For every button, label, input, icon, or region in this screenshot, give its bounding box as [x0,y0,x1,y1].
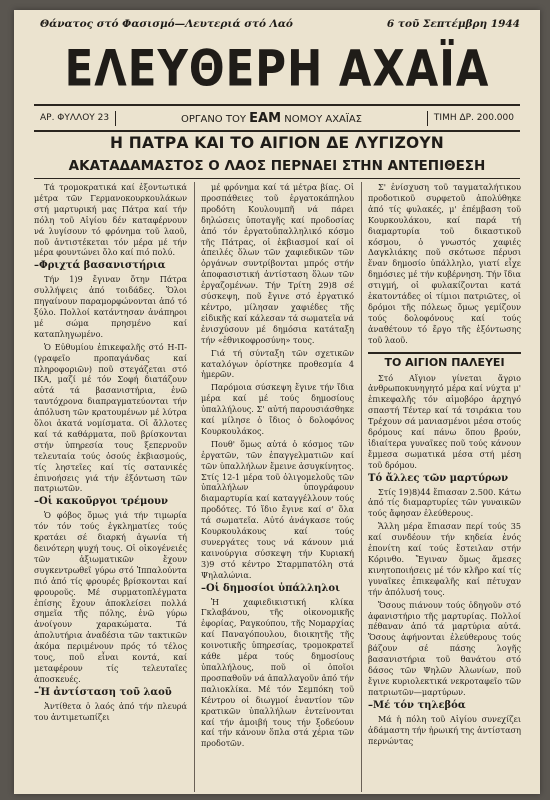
issue-date: 6 τοῦ Σεπτέμβρη 1944 [386,18,520,30]
paragraph: Γιά τή σύνταξη τῶν σχετικῶν καταλόγων ὁρίστηκε προθεσμία 4 ἡμερῶν. [201,347,354,380]
sub-headline: ΑΚΑΤΑΔΑΜΑΣΤΟΣ Ο ΛΑΟΣ ΠΕΡΝΑΕΙ ΣΤΗΝ ΑΝΤΕΠΙΘΕΣΗ [34,158,520,179]
paragraph: Ἀντίθετα ὁ λαός ἀπό τήν πλευρά του ἀντιμετωπίζει [34,700,187,722]
organ-prefix: ΟΡΓΑΝΟ ΤΟΥ [181,113,246,125]
paragraph: μέ φρόνημα καί τά μέτρα βίας. Οἱ προσπάθειες τοῦ ἐργατοκάπηλου προδότη Κουλουμπῆ νά πάρει δηλώσεις ὑποταγῆς καί προδοσίας ἀπό τόν ἐργατοϋπαλληλικό κόσμο τῆς Πάτρας, οἱ ἐκβιασμοί καί οἱ ἀπειλές ὅλων τῶν χαφιεδικῶν τῶν ὀργάνων συντρίβονται μπρός στήν ἀποφασιστική ἀντίσταση ὅλων τῶν ἐργαζομένων. Τήν Τρίτη 29)8 σέ σύσκεψη, ποῦ ἔγινε στό ἐργατικό κέντρο, μίλησαν χαφιέδες τῆς εἰδικῆς καί κάλεσαν τά σωματεῖα νά ἐνισχύσουν μέ δημόσια κατάταξη τήν «ἐθνικοφροσύνη» τους. [201,182,354,345]
newspaper-title: ΕΛΕΥΘΕΡΗ ΑΧΑΪΑ [64,39,490,97]
paragraph: Πουθ' ὅμως αὐτά ὁ κόσμος τῶν ἐργατῶν, τῶν ἐπαγγελματιῶν καί τῶν ὑπαλλήλων ἔμεινε ἀσυγκίνητος. Στίς 12-1 μέρα τοῦ ὀλιγομελοῦς τῶν ὑπαλλήλων ὑπογράφουν διαμαρτυρία καί καταγγέλλουν τούς προδότες. Τό ἴδιο ἔγινε καί σ' ὅλα τά σωματεῖα. Αὐτό ἀνάγκασε τούς Κουρκουλάκους καί τούς συνεργάτες τους νά κάνουν μιά καινούργια σύσκεψη τήν Κυριακή 3)9 στό κέντρο Σταρμπατόλη στά Ψηλαλώνια. [201,438,354,580]
paragraph: Ἄλλη μέρα ἔπιασαν περί τούς 35 καί συνδέουν τήν κηδεία ἑνός ἐπονίτη καί τούς ἔστειλαν στήν Κόρινθο. Ἔγιναν ὅμως ἄμεσες κινητοποιήσεις μέ τόν κλῆρο καί τίς γυναῖκες ἐπικεφαλῆς καί πέτυχαν τήν ἀπόλυσή τους. [368,521,521,597]
paragraph: Σ' ἐνίσχυση τοῦ ταγματαλήτικου προδοτικοῦ συρφετοῦ ἀπολύθηκε ἀπό τίς φυλακές, μ' ἐπέμβαση τοῦ Κουρκουλάκου, καί παρά τή διαμαρτυρία τοῦ δικαστικοῦ κόσμου, ὁ γνωστός χαφιές Δαγκλιάκης ποῦ σκότωσε πέρυσι ἕναν δημοσίο ὑπάλληλο, γιατί εἶχε δημόσιες μέ τήν κυβέρνηση. Τήν ἴδια στιγμή, οἱ φυλακίζονται κατά ἑκατοντάδες οἱ τίμιοι πατριῶτες, οἱ δρόμοι τῆς πόλεως ὅμως γεμίζουν τούς δολοφόνους καί τούς ἀναθέτουν τό ἔργο τῆς ἐξόντωσης τοῦ λαοῦ. [368,182,521,345]
issue-number: ΑΡ. ΦΥΛΛΟΥ 23 [40,113,110,123]
organ-suffix: ΝΟΜΟΥ ΑΧΑΪΑΣ [284,113,362,125]
main-headline: Η ΠΑΤΡΑ ΚΑΙ ΤΟ ΑΙΓΙΟΝ ΔΕ ΛΥΓΙΖΟΥΝ [110,134,444,152]
section-heading: –Ἡ ἀντίσταση τοῦ λαοῦ [34,686,172,698]
paragraph: Ὅσους πιάνουν τούς ὁδηγοῦν στό ἀφανιστήριο τῆς μαρτυρίας. Πολλοί πέθαναν ἀπό τά μαρτύρια αὐτά. Ὅσους ἀφήνονται ἐλεύθερους τούς βάζουν σέ πάσης λογῆς βασανιστήρια τοῦ θανάτου στό δάσος τῶν Ψηλῶν Ἀλωνίων, ποῦ ἔγινε κυριολεκτικά νεκροταφεῖο τῶν πατριωτῶν—μαρτύρων. [368,599,521,697]
section-heading: –Οἱ κακοῦργοι τρέμουν [34,496,168,508]
price: ΤΙΜΗ ΔΡ. 200.000 [433,113,514,123]
paragraph: Στίς 19)8)44 ἔπιασαν 2.500. Κάτω ἀπό τίς διαμαρτυρίες τῶν γυναικῶν τούς ἄφησαν ἐλεύθερους. [368,486,521,519]
paragraph: Μά ἡ πόλη τοῦ Αἰγίου συνεχίζει ἀδάμαστη τήν ἡρωική της ἀντίσταση περνώντας [368,713,521,746]
column-1 [34,182,187,792]
paragraph: Τά τρομοκρατικά καί ἐξοντωτικά μέτρα τῶν Γερμανοκουρκουλάκων στή μαρτυρική μας Πάτρα καί τήν πόλη τοῦ Αἰγίου δέν καταφέρνουν νά λυγίσουν τό φρόνημα τοῦ λαοῦ, ποῦ ἀντιστέκεται τόν μέρα μέ τήν μέρα φουντώνει ὅλο καί πιό πολύ. [34,182,187,258]
organ-party: ΕΑΜ [249,110,282,126]
paragraph: Ὁ φόβος ὅμως γιά τήν τιμωρία τόν τόν τούς ἐγκληματίες τούς κρατάει σέ διαρκή ἀγωνία τή δεινότερη ψυχή τους. Οἱ οἰκογένειές τῶν ἀξιωματικῶν ἔχουν συγκεντρωθεῖ γύρω στό Ἰππαλούντα πιό ἀπό τίς φρουρές βρίσκονται καί φρουροῦς. Μέ συρματοπλέγματα ἐπίσης ἔχουν ἀποκλείσει πολλά σημεῖα τῆς πόλης, ἐνῶ γύρω ἀνοίγουν χαρακώματα. Τά ἀπολυτήρια ἀναδέσια τῶν τακτικῶν ἀκόμα περιμένουν πρός τό τέλος τους, ποῦ εἶναι κοντά, καί μεταφέρουν τίς τελευταῖες ἀποσκευές. [34,510,187,684]
paragraph: Ὁ Εὐθυμίου ἐπικεφαλῆς στό Η-Π- (γραφεῖο προπαγάνδας καί πληροφοριῶν) ποῦ στεγάζεται στό ΙΚΑ, μαζί μέ τόν Σοφή διατάζουν αὐτά τά βασανιστήρια, ἐνῶ ταυτόχρονα διαπραγματεύονται τήν ἀπόλυση τῶν κρατουμένων μέ λύτρα ὅλοι ἀκατά νομίσματα. Οἱ ἄλλοτες καί τά καθάρματα, ποῦ βρίσκονται στήν ὑπηρεσία τους ξεπερνοῦν τελευταία τούς ὀσούς ἐκβιασμούς, τίς ληστεῖες καί τίς σατανικές ἐπινοήσεις γιά τήν ἐξόντωση τῶν πατριωτῶν. [34,341,187,494]
slogan: Θάνατος στό Φασισμό—Λευτεριά στό Λαό [40,18,293,30]
paragraph: Στό Αἴγιον γίνεται ἄγριο ἀνθρωποκυνηγητό μέρα καί νύχτα μ' ἐπικεφαλῆς τόν αἱμοβόρο ἀρχηγό σπαστή Τέντερ καί τά τσιράκια του Τρέχουν σά μανιασμένοι μέσα στούς δρόμους καί πάνω ὅπου βρούν, ἰδιαίτερα γυναῖκες ποῦ τούς κάνουν ἔμμεσα σωματικά μέσα στή μέση τοῦ δρόμου. [368,372,521,470]
top-line [40,18,520,30]
paragraph: Ἡ χαφιεδικιστική κλίκα Γκλαβάνου, τῆς οἰκονομικῆς ἐφορίας, Ραγκούπου, τῆς Νομαρχίας καί Παναγόπουλου, διοικητῆς τῆς κοινοτικῆς ὑπηρεσίας, τρομοκρατεῖ κάθε μέρα τούς δημοσίους ὑπαλλήλους, ποῦ οἱ ὁποῖοι προσπαθοῦν νά ἀπαλλαγοῦν ἀπό τήν παλιοκλίκα. Μέ τόν Σεμπόκη τοῦ Κέντρου οἱ διωγμοί ἐναντίον τῶν κρατικῶν ὑπαλλήλων ἐντείνονται καί τήν ἀμοιβή τους τήν ξοδεύουν καί τήν κάνουν ὅπλα στά χέρια τῶν προδοτῶν. [201,596,354,749]
section-box-title: ΤΟ ΑΙΓΙΟΝ ΠΑΛΕΥΕΙ [368,352,521,369]
section-heading: –Οἱ δημοσίοι ὑπάλληλοι [201,582,340,594]
section-heading: –Μέ τόν τηλεβόα [368,699,466,711]
section-heading: –Φριχτά βασανιστήρια [34,260,166,272]
section-heading: Τό ἄλλες τῶν μαρτύρων [368,472,509,484]
paragraph: Τήν 1)9 ἔγιναν ὅτην Πάτρα συλλήψεις ἀπό τοιδάδες. Ὅλοι πηγαίνουν παραμορφώνονται ἀπό τό ξύλο. Πολλοί κατάντησαν ἀνάπηροι μέ σώμα πρησμένο καί καταπληγωμένο. [34,274,187,339]
column-2 [194,182,354,792]
newspaper-page [14,10,540,794]
subheader-bar [34,104,520,132]
column-3 [361,182,521,792]
organ-line [115,111,428,126]
paragraph: Παρόμοια σύσκεψη ἔγινε τήν ἴδια μέρα καί μέ τούς δημοσίους ὑπαλλήλους. Σ' αὐτή παρουσιάσθηκε καί μίλησε ὁ ἴδιος ὁ δολοφόνος Κουρκουλάκος. [201,382,354,436]
masthead [34,36,520,100]
